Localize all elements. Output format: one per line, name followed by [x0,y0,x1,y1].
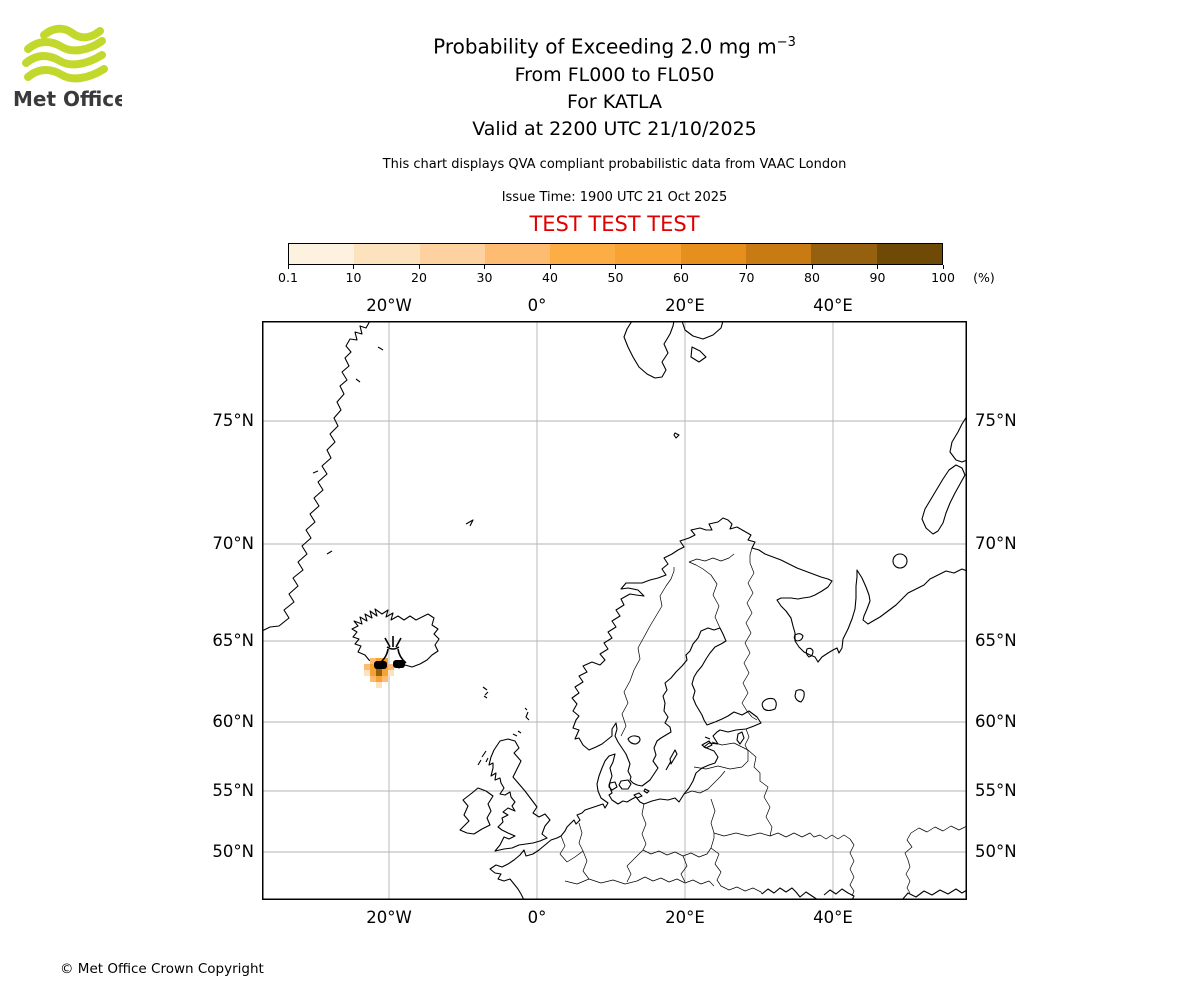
right-axis-label: 60°N [975,712,1017,731]
lake-onega [795,690,804,702]
map-frame [263,322,967,900]
colorbar-unit-label: (%) [973,270,995,285]
coastlines [262,321,967,900]
issue-time: Issue Time: 1900 UTC 21 Oct 2025 [501,190,728,205]
bottom-axis-label: 20°W [366,908,412,927]
colorbar-tick [943,265,944,269]
top-axis-label: 0° [527,296,547,315]
colorbar-tick-label: 50 [607,270,624,285]
coast-faroes [483,687,488,698]
colorbar-tick [353,265,354,269]
colorbar-tick-label: 90 [869,270,886,285]
coast-zealand [619,780,631,789]
met-office-waves-icon [12,22,122,117]
coast-mainland [490,518,967,900]
probability-cell [382,676,388,682]
colorbar-tick [484,265,485,269]
right-axis-label: 65°N [975,631,1017,650]
bottom-axis-label: 40°E [813,908,853,927]
colorbar-tick [746,265,747,269]
colorbar-tick-label: 30 [476,270,493,285]
colorbar-tick-label: 60 [673,270,689,285]
right-axis-label: 75°N [975,411,1017,430]
colorbar-tick [419,265,420,269]
right-axis-label: 55°N [975,781,1017,800]
probability-cell [376,670,382,676]
coast-caspian-north [902,889,967,900]
top-axis-label: 20°E [665,296,705,315]
lake-ladoga [762,698,776,710]
colorbar-tick [288,265,289,269]
volcano-name-line: For KATLA [567,90,662,113]
coast-bear-island [674,433,679,438]
colorbar-tick [550,265,551,269]
met-office-logo [12,22,122,117]
coast-novaya-zemlya-north [950,416,967,462]
probability-cell [382,670,388,676]
lake-vanern [628,736,640,744]
probability-cell [376,676,382,682]
probability-cell [364,670,370,676]
coast-orkney [513,731,521,736]
colorbar-tick [615,265,616,269]
met-office-logo-text: Met Office [13,87,122,111]
coast-shetland [525,708,529,720]
coast-iceland [352,609,439,668]
colorbar-tick-label: 20 [411,270,427,285]
coast-novaya-zemlya-south [922,465,965,534]
lake-karelia-1 [794,634,803,641]
coast-ireland [460,788,493,834]
colorbar-tick-label: 0.1 [278,270,298,285]
colorbar-segment-2 [354,244,419,264]
probability-cell [388,670,394,676]
colorbar-segment-1 [289,244,354,264]
right-axis-label: 70°N [975,534,1017,553]
colorbar-segment-5 [550,244,615,264]
bottom-axis-label: 20°E [665,908,705,927]
lake-peipus [737,732,744,744]
coast-nordaustlandet [682,321,723,339]
colorbar-tick-label: 40 [542,270,558,285]
page-title: Probability of Exceeding 2.0 mg $m^{-3}$ [433,34,796,59]
colorbar-tick-label: 80 [804,270,820,285]
colorbar-segment-4 [485,244,550,264]
coast-edgeoya [691,347,706,362]
colorbar-tick-label: 10 [345,270,362,285]
qva-subtitle: This chart displays QVA compliant probabilistic data from VAAC London [382,157,847,172]
colorbar-segment-10 [877,244,942,264]
probability-cell [364,664,370,670]
colorbar-tick-label: 100 [931,270,955,285]
left-axis-label: 55°N [212,781,254,800]
left-axis-label: 65°N [212,631,254,650]
left-axis-label: 75°N [212,411,254,430]
left-axis-label: 50°N [212,842,254,861]
left-axis-label: 70°N [212,534,254,553]
header [262,28,967,143]
left-axis-label: 60°N [212,712,254,731]
coast-oland [666,761,671,770]
coast-spitsbergen [624,321,674,378]
valid-time-line: Valid at 2200 UTC 21/10/2025 [472,117,757,140]
colorbar-tick [877,265,878,269]
coast-saaremaa [702,737,712,748]
coast-jan-mayen [466,520,473,526]
flight-level-range: From FL000 to FL050 [514,63,715,86]
coast-britain [489,739,550,851]
map-gridlines [262,321,967,900]
top-axis-label: 40°E [813,296,853,315]
lake-karelia-2 [806,648,813,657]
coast-funen [609,782,617,790]
probability-cell [376,682,382,688]
probability-cell [370,670,376,676]
coast-hebrides [478,751,488,765]
colorbar-tick-label: 70 [738,270,755,285]
map-figure [262,321,967,900]
colorbar-segment-3 [420,244,485,264]
colorbar-segment-6 [615,244,680,264]
colorbar-scale [288,243,943,265]
right-axis-label: 50°N [975,842,1017,861]
coast-greenland [262,321,370,631]
colorbar-segment-9 [811,244,876,264]
coast-kolguyev-island [893,554,907,568]
copyright: © Met Office Crown Copyright [60,961,264,977]
bottom-axis-label: 0° [527,908,547,927]
probability-cell [370,676,376,682]
colorbar-segment-7 [681,244,746,264]
top-axis-label: 20°W [366,296,412,315]
colorbar-segment-8 [746,244,811,264]
test-banner: TEST TEST TEST [529,212,700,236]
coast-black-sea [762,888,854,900]
coast-greenland-islets [313,347,383,554]
colorbar-tick [812,265,813,269]
colorbar [278,243,995,289]
colorbar-tick [681,265,682,269]
